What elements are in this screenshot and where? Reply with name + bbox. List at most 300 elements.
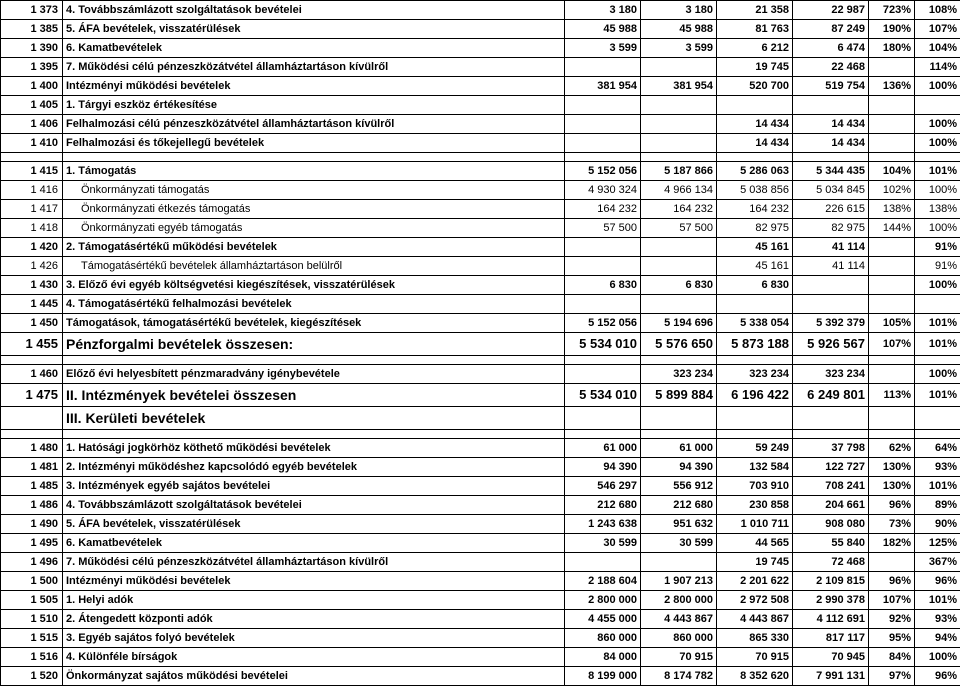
actual-plan-value: 520 700 xyxy=(717,77,793,96)
spacer-cell xyxy=(1,356,63,365)
percent-vs-original: 92% xyxy=(869,610,915,629)
row-code: 1 475 xyxy=(1,384,63,407)
table-row xyxy=(1,534,960,553)
fulfillment-value xyxy=(793,96,869,115)
fulfillment-value: 817 117 xyxy=(793,629,869,648)
percent-vs-original xyxy=(869,58,915,77)
row-label: 7. Működési célú pénzeszközátvétel államháztartáson kívülről xyxy=(63,58,565,77)
table-row xyxy=(1,58,960,77)
spacer-cell xyxy=(1,430,63,439)
row-label: 6. Kamatbevételek xyxy=(63,39,565,58)
percent-vs-original: 62% xyxy=(869,439,915,458)
modified-plan-value: 70 915 xyxy=(641,648,717,667)
actual-plan-value xyxy=(717,295,793,314)
table-row xyxy=(1,295,960,314)
spacer-cell xyxy=(717,153,793,162)
percent-vs-modified: 100% xyxy=(915,181,960,200)
table-row xyxy=(1,477,960,496)
fulfillment-value: 5 344 435 xyxy=(793,162,869,181)
row-label: Önkormányzati étkezés támogatás xyxy=(63,200,565,219)
percent-vs-original xyxy=(869,238,915,257)
percent-vs-modified: 100% xyxy=(915,648,960,667)
table-row xyxy=(1,496,960,515)
original-plan-value: 5 152 056 xyxy=(565,162,641,181)
table-row xyxy=(1,96,960,115)
fulfillment-value: 6 249 801 xyxy=(793,384,869,407)
row-code: 1 490 xyxy=(1,515,63,534)
original-plan-value: 3 180 xyxy=(565,1,641,20)
original-plan-value xyxy=(565,553,641,572)
row-label: Támogatásértékű bevételek államháztartáson belülről xyxy=(63,257,565,276)
table-row xyxy=(1,314,960,333)
table-row xyxy=(1,238,960,257)
modified-plan-value: 57 500 xyxy=(641,219,717,238)
percent-vs-original xyxy=(869,276,915,295)
row-label: 4. Továbbszámlázott szolgáltatások bevételei xyxy=(63,496,565,515)
row-label: 2. Intézményi működéshez kapcsolódó egyéb bevételek xyxy=(63,458,565,477)
percent-vs-original xyxy=(869,407,915,430)
percent-vs-original: 96% xyxy=(869,496,915,515)
table-row xyxy=(1,407,960,430)
modified-plan-value: 6 830 xyxy=(641,276,717,295)
actual-plan-value: 164 232 xyxy=(717,200,793,219)
percent-vs-modified: 96% xyxy=(915,572,960,591)
percent-vs-original: 73% xyxy=(869,515,915,534)
actual-plan-value: 4 443 867 xyxy=(717,610,793,629)
spacer-cell xyxy=(793,430,869,439)
spacer-cell xyxy=(915,153,960,162)
fulfillment-value: 14 434 xyxy=(793,134,869,153)
table-row xyxy=(1,648,960,667)
fulfillment-value: 122 727 xyxy=(793,458,869,477)
percent-vs-original: 130% xyxy=(869,477,915,496)
row-code: 1 505 xyxy=(1,591,63,610)
original-plan-value: 212 680 xyxy=(565,496,641,515)
table-row xyxy=(1,115,960,134)
original-plan-value: 546 297 xyxy=(565,477,641,496)
fulfillment-value: 519 754 xyxy=(793,77,869,96)
row-label: 5. ÁFA bevételek, visszatérülések xyxy=(63,20,565,39)
spacer-cell xyxy=(915,430,960,439)
table-row xyxy=(1,20,960,39)
fulfillment-value xyxy=(793,407,869,430)
row-code: 1 495 xyxy=(1,534,63,553)
percent-vs-original: 138% xyxy=(869,200,915,219)
row-code: 1 500 xyxy=(1,572,63,591)
actual-plan-value: 44 565 xyxy=(717,534,793,553)
percent-vs-modified: 101% xyxy=(915,314,960,333)
row-code: 1 405 xyxy=(1,96,63,115)
row-label: Önkormányzat sajátos működési bevételei xyxy=(63,667,565,686)
percent-vs-modified: 107% xyxy=(915,20,960,39)
table-row xyxy=(1,134,960,153)
table-row xyxy=(1,515,960,534)
modified-plan-value: 381 954 xyxy=(641,77,717,96)
fulfillment-value: 82 975 xyxy=(793,219,869,238)
table-row xyxy=(1,162,960,181)
modified-plan-value xyxy=(641,58,717,77)
spacer-cell xyxy=(63,430,565,439)
percent-vs-modified: 138% xyxy=(915,200,960,219)
percent-vs-original: 180% xyxy=(869,39,915,58)
row-label: Felhalmozási és tőkejellegű bevételek xyxy=(63,134,565,153)
spacer-cell xyxy=(565,356,641,365)
row-code: 1 455 xyxy=(1,333,63,356)
row-label: 3. Intézmények egyéb sajátos bevételei xyxy=(63,477,565,496)
table-row xyxy=(1,333,960,356)
actual-plan-value: 6 212 xyxy=(717,39,793,58)
percent-vs-modified: 367% xyxy=(915,553,960,572)
modified-plan-value xyxy=(641,257,717,276)
fulfillment-value: 41 114 xyxy=(793,257,869,276)
percent-vs-modified: 100% xyxy=(915,276,960,295)
actual-plan-value: 19 745 xyxy=(717,553,793,572)
row-code: 1 416 xyxy=(1,181,63,200)
percent-vs-modified: 100% xyxy=(915,115,960,134)
row-label: Felhalmozási célú pénzeszközátvétel államháztartáson kívülről xyxy=(63,115,565,134)
row-code: 1 385 xyxy=(1,20,63,39)
original-plan-value: 5 152 056 xyxy=(565,314,641,333)
percent-vs-modified: 91% xyxy=(915,257,960,276)
actual-plan-value: 6 830 xyxy=(717,276,793,295)
row-label: III. Kerületi bevételek xyxy=(63,407,565,430)
modified-plan-value: 2 800 000 xyxy=(641,591,717,610)
spacer-cell xyxy=(565,153,641,162)
modified-plan-value: 5 194 696 xyxy=(641,314,717,333)
row-code: 1 395 xyxy=(1,58,63,77)
original-plan-value: 3 599 xyxy=(565,39,641,58)
spacer-cell xyxy=(793,356,869,365)
row-code: 1 450 xyxy=(1,314,63,333)
modified-plan-value: 212 680 xyxy=(641,496,717,515)
modified-plan-value: 4 966 134 xyxy=(641,181,717,200)
row-code: 1 445 xyxy=(1,295,63,314)
actual-plan-value: 21 358 xyxy=(717,1,793,20)
actual-plan-value: 132 584 xyxy=(717,458,793,477)
fulfillment-value: 72 468 xyxy=(793,553,869,572)
modified-plan-value: 94 390 xyxy=(641,458,717,477)
spacer-cell xyxy=(565,430,641,439)
modified-plan-value xyxy=(641,134,717,153)
fulfillment-value xyxy=(793,276,869,295)
row-label: 5. ÁFA bevételek, visszatérülések xyxy=(63,515,565,534)
original-plan-value: 30 599 xyxy=(565,534,641,553)
table-row xyxy=(1,365,960,384)
spacer-cell xyxy=(717,356,793,365)
percent-vs-original: 723% xyxy=(869,1,915,20)
row-code: 1 420 xyxy=(1,238,63,257)
original-plan-value xyxy=(565,365,641,384)
percent-vs-modified: 104% xyxy=(915,39,960,58)
actual-plan-value: 14 434 xyxy=(717,134,793,153)
percent-vs-modified: 100% xyxy=(915,365,960,384)
table-row xyxy=(1,200,960,219)
row-code: 1 406 xyxy=(1,115,63,134)
row-label: 1. Támogatás xyxy=(63,162,565,181)
modified-plan-value xyxy=(641,553,717,572)
modified-plan-value: 61 000 xyxy=(641,439,717,458)
actual-plan-value: 2 972 508 xyxy=(717,591,793,610)
percent-vs-original: 113% xyxy=(869,384,915,407)
percent-vs-modified: 93% xyxy=(915,458,960,477)
spacer-cell xyxy=(63,356,565,365)
original-plan-value: 84 000 xyxy=(565,648,641,667)
table-row xyxy=(1,629,960,648)
modified-plan-value: 5 187 866 xyxy=(641,162,717,181)
spacer-cell xyxy=(869,153,915,162)
original-plan-value: 8 199 000 xyxy=(565,667,641,686)
row-label: 2. Támogatásértékű működési bevételek xyxy=(63,238,565,257)
percent-vs-modified: 100% xyxy=(915,219,960,238)
original-plan-value xyxy=(565,407,641,430)
fulfillment-value: 22 468 xyxy=(793,58,869,77)
actual-plan-value: 5 038 856 xyxy=(717,181,793,200)
row-label: 4. Különféle bírságok xyxy=(63,648,565,667)
actual-plan-value: 5 286 063 xyxy=(717,162,793,181)
table-row xyxy=(1,610,960,629)
percent-vs-original xyxy=(869,295,915,314)
row-code: 1 516 xyxy=(1,648,63,667)
modified-plan-value: 860 000 xyxy=(641,629,717,648)
spacer-row xyxy=(1,356,960,365)
original-plan-value: 164 232 xyxy=(565,200,641,219)
fulfillment-value: 37 798 xyxy=(793,439,869,458)
row-label: 1. Helyi adók xyxy=(63,591,565,610)
fulfillment-value: 226 615 xyxy=(793,200,869,219)
original-plan-value: 5 534 010 xyxy=(565,333,641,356)
percent-vs-original xyxy=(869,257,915,276)
fulfillment-value: 5 392 379 xyxy=(793,314,869,333)
spacer-cell xyxy=(1,153,63,162)
table-row xyxy=(1,458,960,477)
modified-plan-value: 3 599 xyxy=(641,39,717,58)
percent-vs-modified: 101% xyxy=(915,384,960,407)
percent-vs-modified: 114% xyxy=(915,58,960,77)
spacer-cell xyxy=(793,153,869,162)
actual-plan-value: 81 763 xyxy=(717,20,793,39)
actual-plan-value: 2 201 622 xyxy=(717,572,793,591)
fulfillment-value: 2 109 815 xyxy=(793,572,869,591)
percent-vs-modified: 101% xyxy=(915,162,960,181)
original-plan-value: 2 800 000 xyxy=(565,591,641,610)
fulfillment-value: 5 034 845 xyxy=(793,181,869,200)
actual-plan-value: 82 975 xyxy=(717,219,793,238)
row-label: 3. Egyéb sajátos folyó bevételek xyxy=(63,629,565,648)
percent-vs-modified: 100% xyxy=(915,77,960,96)
row-code: 1 390 xyxy=(1,39,63,58)
row-label: Intézményi működési bevételek xyxy=(63,77,565,96)
modified-plan-value: 951 632 xyxy=(641,515,717,534)
table-row xyxy=(1,276,960,295)
percent-vs-modified: 91% xyxy=(915,238,960,257)
percent-vs-original: 144% xyxy=(869,219,915,238)
original-plan-value: 61 000 xyxy=(565,439,641,458)
percent-vs-modified: 125% xyxy=(915,534,960,553)
percent-vs-original: 84% xyxy=(869,648,915,667)
actual-plan-value: 19 745 xyxy=(717,58,793,77)
original-plan-value: 94 390 xyxy=(565,458,641,477)
fulfillment-value: 55 840 xyxy=(793,534,869,553)
original-plan-value: 57 500 xyxy=(565,219,641,238)
row-label: II. Intézmények bevételei összesen xyxy=(63,384,565,407)
percent-vs-modified: 96% xyxy=(915,667,960,686)
table-row xyxy=(1,257,960,276)
fulfillment-value: 22 987 xyxy=(793,1,869,20)
table-row xyxy=(1,219,960,238)
row-code: 1 417 xyxy=(1,200,63,219)
fulfillment-value: 2 990 378 xyxy=(793,591,869,610)
percent-vs-original: 97% xyxy=(869,667,915,686)
actual-plan-value: 865 330 xyxy=(717,629,793,648)
original-plan-value: 381 954 xyxy=(565,77,641,96)
row-code: 1 418 xyxy=(1,219,63,238)
row-code: 1 510 xyxy=(1,610,63,629)
original-plan-value: 5 534 010 xyxy=(565,384,641,407)
fulfillment-value: 70 945 xyxy=(793,648,869,667)
modified-plan-value xyxy=(641,96,717,115)
fulfillment-value: 6 474 xyxy=(793,39,869,58)
original-plan-value: 1 243 638 xyxy=(565,515,641,534)
spacer-cell xyxy=(915,356,960,365)
row-code: 1 410 xyxy=(1,134,63,153)
actual-plan-value: 45 161 xyxy=(717,238,793,257)
row-code: 1 485 xyxy=(1,477,63,496)
percent-vs-original: 104% xyxy=(869,162,915,181)
actual-plan-value: 59 249 xyxy=(717,439,793,458)
actual-plan-value: 703 910 xyxy=(717,477,793,496)
percent-vs-original xyxy=(869,115,915,134)
percent-vs-original: 107% xyxy=(869,591,915,610)
fulfillment-value: 41 114 xyxy=(793,238,869,257)
row-code: 1 480 xyxy=(1,439,63,458)
percent-vs-modified: 101% xyxy=(915,477,960,496)
modified-plan-value xyxy=(641,407,717,430)
fulfillment-value: 5 926 567 xyxy=(793,333,869,356)
percent-vs-original: 190% xyxy=(869,20,915,39)
percent-vs-original: 95% xyxy=(869,629,915,648)
percent-vs-modified: 100% xyxy=(915,134,960,153)
spacer-cell xyxy=(869,430,915,439)
percent-vs-original: 130% xyxy=(869,458,915,477)
fulfillment-value: 708 241 xyxy=(793,477,869,496)
modified-plan-value: 3 180 xyxy=(641,1,717,20)
modified-plan-value xyxy=(641,115,717,134)
percent-vs-original xyxy=(869,96,915,115)
original-plan-value xyxy=(565,134,641,153)
spacer-cell xyxy=(869,356,915,365)
row-code: 1 481 xyxy=(1,458,63,477)
table-row xyxy=(1,572,960,591)
row-label: 7. Működési célú pénzeszközátvétel államháztartáson kívülről xyxy=(63,553,565,572)
spacer-cell xyxy=(717,430,793,439)
row-code: 1 400 xyxy=(1,77,63,96)
original-plan-value xyxy=(565,295,641,314)
modified-plan-value: 5 576 650 xyxy=(641,333,717,356)
row-label: 4. Támogatásértékű felhalmozási bevételek xyxy=(63,295,565,314)
spacer-cell xyxy=(63,153,565,162)
modified-plan-value: 164 232 xyxy=(641,200,717,219)
percent-vs-original xyxy=(869,365,915,384)
actual-plan-value xyxy=(717,96,793,115)
original-plan-value xyxy=(565,257,641,276)
row-code: 1 415 xyxy=(1,162,63,181)
row-label: 3. Előző évi egyéb költségvetési kiegészítések, visszatérülések xyxy=(63,276,565,295)
row-label: Pénzforgalmi bevételek összesen: xyxy=(63,333,565,356)
percent-vs-modified: 89% xyxy=(915,496,960,515)
original-plan-value: 45 988 xyxy=(565,20,641,39)
fulfillment-value: 4 112 691 xyxy=(793,610,869,629)
actual-plan-value: 6 196 422 xyxy=(717,384,793,407)
row-code: 1 460 xyxy=(1,365,63,384)
row-label: Támogatások, támogatásértékű bevételek, kiegészítések xyxy=(63,314,565,333)
row-label: Intézményi működési bevételek xyxy=(63,572,565,591)
modified-plan-value: 1 907 213 xyxy=(641,572,717,591)
table-row xyxy=(1,553,960,572)
percent-vs-modified xyxy=(915,96,960,115)
row-label: 4. Továbbszámlázott szolgáltatások bevételei xyxy=(63,1,565,20)
percent-vs-original: 107% xyxy=(869,333,915,356)
modified-plan-value xyxy=(641,238,717,257)
percent-vs-original: 182% xyxy=(869,534,915,553)
percent-vs-original: 96% xyxy=(869,572,915,591)
spacer-cell xyxy=(641,356,717,365)
original-plan-value xyxy=(565,238,641,257)
modified-plan-value xyxy=(641,295,717,314)
percent-vs-modified: 101% xyxy=(915,333,960,356)
actual-plan-value: 14 434 xyxy=(717,115,793,134)
percent-vs-modified: 64% xyxy=(915,439,960,458)
fulfillment-value: 7 991 131 xyxy=(793,667,869,686)
fulfillment-value xyxy=(793,295,869,314)
percent-vs-modified: 93% xyxy=(915,610,960,629)
row-label: Előző évi helyesbített pénzmaradvány igénybevétele xyxy=(63,365,565,384)
modified-plan-value: 30 599 xyxy=(641,534,717,553)
actual-plan-value: 1 010 711 xyxy=(717,515,793,534)
modified-plan-value: 556 912 xyxy=(641,477,717,496)
percent-vs-original xyxy=(869,553,915,572)
table-row xyxy=(1,591,960,610)
spacer-cell xyxy=(641,430,717,439)
row-label: 1. Tárgyi eszköz értékesítése xyxy=(63,96,565,115)
fulfillment-value: 908 080 xyxy=(793,515,869,534)
percent-vs-original: 102% xyxy=(869,181,915,200)
actual-plan-value: 8 352 620 xyxy=(717,667,793,686)
spacer-row xyxy=(1,153,960,162)
row-code: 1 520 xyxy=(1,667,63,686)
percent-vs-original: 105% xyxy=(869,314,915,333)
spacer-cell xyxy=(641,153,717,162)
fulfillment-value: 14 434 xyxy=(793,115,869,134)
actual-plan-value: 45 161 xyxy=(717,257,793,276)
modified-plan-value: 323 234 xyxy=(641,365,717,384)
modified-plan-value: 4 443 867 xyxy=(641,610,717,629)
fulfillment-value: 323 234 xyxy=(793,365,869,384)
original-plan-value: 2 188 604 xyxy=(565,572,641,591)
row-code xyxy=(1,407,63,430)
original-plan-value: 4 930 324 xyxy=(565,181,641,200)
original-plan-value xyxy=(565,58,641,77)
row-code: 1 426 xyxy=(1,257,63,276)
modified-plan-value: 8 174 782 xyxy=(641,667,717,686)
row-code: 1 486 xyxy=(1,496,63,515)
percent-vs-modified: 101% xyxy=(915,591,960,610)
row-code: 1 373 xyxy=(1,1,63,20)
actual-plan-value xyxy=(717,407,793,430)
percent-vs-original xyxy=(869,134,915,153)
row-code: 1 430 xyxy=(1,276,63,295)
modified-plan-value: 5 899 884 xyxy=(641,384,717,407)
original-plan-value xyxy=(565,115,641,134)
